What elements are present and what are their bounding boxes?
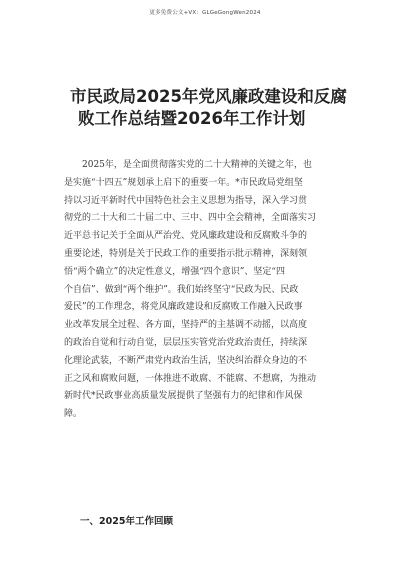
body-line: 障。 — [64, 409, 83, 420]
body-line: 个自信”、做到“两个维护”。我们始终坚守“民政为民、民政 — [64, 284, 299, 295]
body-line: 业改革发展全过程、各方面，坚持严的主基调不动摇，以高度 — [64, 320, 308, 331]
document-title — [70, 86, 370, 130]
section-heading: 一、2025年工作回顾 — [80, 516, 173, 527]
body-line: 的政治自觉和行动自觉，层层压实管党治党政治责任，持续深 — [64, 337, 308, 348]
body-line: 近平总书记关于全面从严治党、党风廉政建设和反腐败斗争的 — [64, 231, 308, 242]
body-line: 是实施“十四五”规划承上启下的重要一年。*市民政局党组坚 — [64, 177, 303, 188]
title-line-2: 败工作总结暨2026年工作计划 — [78, 109, 306, 128]
body-line: 悟“两个确立”的决定性意义，增强“四个意识”、坚定“四 — [64, 266, 286, 277]
body-line: 持以习近平新时代中国特色社会主义思想为指导，深入学习贯 — [64, 195, 308, 206]
body-line: 彻党的二十大和二十届二中、三中、四中全会精神，全面落实习 — [64, 213, 317, 224]
body-line: 重要论述，特别是关于民政工作的重要指示批示精神，深刻领 — [64, 248, 308, 259]
header-note: 更多免费公文+VX：GLGeGongWen2024 — [149, 10, 261, 16]
body-line: 新时代*民政事业高质量发展提供了坚强有力的纪律和作风保 — [64, 391, 303, 402]
title-line-1: 市民政局2025年党风廉政建设和反腐 — [70, 87, 347, 106]
body-line: 正之风和腐败问题，一体推进不敢腐、不能腐、不想腐，为推动 — [64, 373, 317, 384]
body-paragraph — [64, 157, 354, 424]
body-line: 爱民”的工作理念，将党风廉政建设和反腐败工作融入民政事 — [64, 302, 303, 313]
body-line: 2025年，是全面贯彻落实党的二十大精神的关键之年，也 — [82, 160, 312, 170]
body-line: 化理论武装，不断严肃党内政治生活，坚决纠治群众身边的不 — [64, 355, 308, 366]
